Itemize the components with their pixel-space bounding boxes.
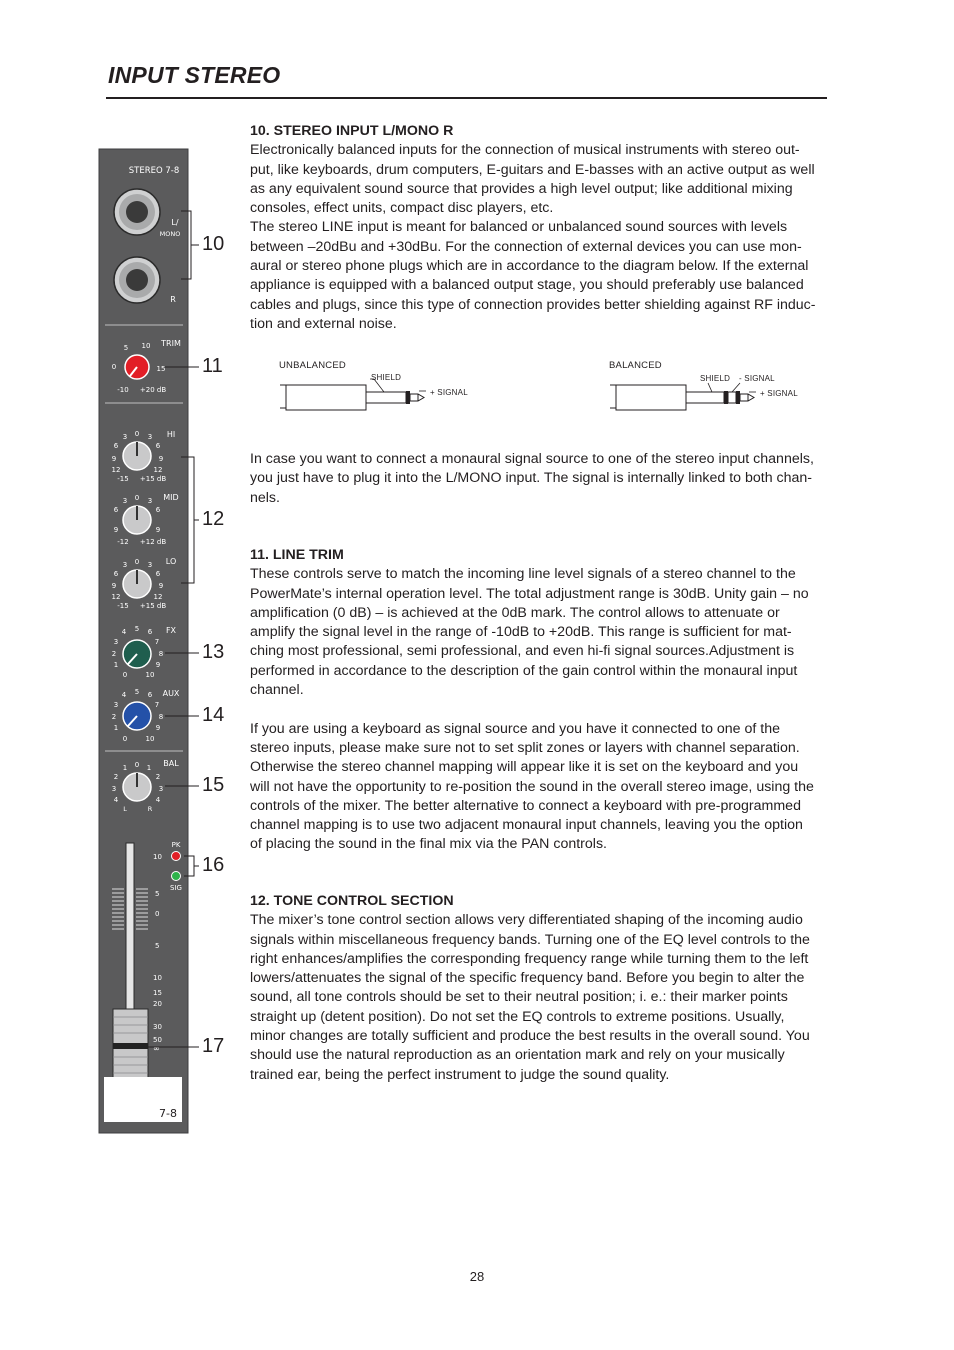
callout-13: 13: [202, 641, 225, 663]
callout-11: 11: [202, 355, 223, 377]
svg-text:3: 3: [147, 433, 153, 441]
svg-text:6: 6: [113, 506, 119, 514]
svg-text:0: 0: [122, 735, 128, 743]
svg-text:1: 1: [113, 724, 119, 732]
svg-text:3: 3: [122, 497, 128, 505]
pk-led: [172, 852, 181, 861]
section-10-paragraph-3: In case you want to connect a monaural signal source to one of the stereo input channels, you just have to plug it into the L/MONO input. The signal is internally linked to both chan- nels.: [250, 451, 814, 506]
svg-text:9: 9: [111, 455, 117, 463]
sig-led: [172, 872, 181, 881]
svg-text:+12 dB: +12 dB: [139, 538, 167, 546]
svg-text:L: L: [123, 805, 127, 813]
svg-text:8: 8: [158, 713, 164, 721]
balanced-title: BALANCED: [609, 360, 662, 371]
section-11: [250, 546, 830, 855]
balanced-shield-label: SHIELD: [700, 374, 731, 383]
section-11-paragraph-2: If you are using a keyboard as signal source and you have it connected to one of the stereo inputs, please make sure not to set split zones or layers with channel separation. Otherwise the stereo channel mapping will appear like it is set on the keyboard and you will not have the opportunity to re-position the sound in the overall stereo image, using the controls of the mixer. The better alternative to connect a keyboard with pre-programmed channel mapping is to use two adjacent monaural input channels, leaving you the option of placing the sound in the final mix via the PAN controls.: [250, 720, 814, 853]
section-12-heading: 12. TONE CONTROL SECTION: [250, 893, 454, 909]
svg-text:6: 6: [155, 570, 161, 578]
svg-text:5: 5: [134, 625, 140, 633]
section-11-heading: 11. LINE TRIM: [250, 547, 344, 563]
svg-text:2: 2: [113, 773, 119, 781]
strip-number: 7-8: [159, 1107, 177, 1120]
svg-text:1: 1: [113, 661, 119, 669]
svg-text:-15: -15: [117, 602, 129, 610]
lo-knob: [123, 570, 151, 598]
svg-text:6: 6: [155, 442, 161, 450]
mid-knob: [123, 506, 151, 534]
svg-text:5: 5: [155, 890, 160, 898]
callout-12: 12: [202, 508, 225, 530]
svg-text:3: 3: [113, 638, 119, 646]
section-10-mono-note: [250, 450, 830, 508]
r-jack: [114, 257, 160, 303]
svg-text:4: 4: [121, 691, 127, 699]
svg-text:+15 dB: +15 dB: [139, 602, 167, 610]
svg-text:9: 9: [155, 661, 161, 669]
mid-label: MID: [163, 493, 179, 502]
pk-label: PK: [171, 841, 181, 849]
svg-text:0: 0: [111, 363, 117, 371]
svg-text:15: 15: [156, 365, 166, 373]
bal-knob: [123, 773, 151, 801]
svg-text:0: 0: [134, 761, 140, 769]
svg-text:∞: ∞: [153, 1044, 160, 1053]
svg-text:12: 12: [111, 466, 121, 474]
svg-text:3: 3: [111, 785, 117, 793]
svg-text:9: 9: [158, 455, 164, 463]
callout-16: 16: [202, 854, 225, 876]
balanced-minus-signal-label: - SIGNAL: [739, 374, 775, 383]
svg-text:2: 2: [155, 773, 161, 781]
unbalanced-shield-label: SHIELD: [371, 373, 402, 382]
svg-text:0: 0: [155, 910, 160, 918]
section-10-paragraph-2: The stereo LINE input is meant for balanced or unbalanced sound sources with levels between –20dBu and +30dBu. For the connection of external devices you can use mon- aural or stereo phone plugs which are in accordance to the diagram below. If the external appliance is equipped with a balanced output stage, you should preferably use balanced cables and plugs, since this type of connection provides better shielding against RF induc- tion and external noise.: [250, 219, 816, 332]
svg-text:9: 9: [158, 582, 164, 590]
svg-text:7: 7: [154, 638, 160, 646]
svg-text:R: R: [147, 805, 153, 813]
svg-text:6: 6: [113, 570, 119, 578]
title-rule: [106, 97, 827, 99]
svg-text:5: 5: [155, 942, 160, 950]
section-12: [250, 892, 830, 1085]
svg-text:4: 4: [155, 796, 161, 804]
svg-text:3: 3: [113, 701, 119, 709]
svg-text:2: 2: [111, 713, 117, 721]
lo-label: LO: [165, 557, 177, 566]
svg-text:1: 1: [146, 764, 152, 772]
svg-text:5: 5: [134, 688, 140, 696]
fx-label: FX: [165, 626, 177, 635]
svg-text:10: 10: [141, 342, 151, 350]
callout-15: 15: [202, 774, 225, 796]
strip-channel-title: STEREO 7-8: [128, 166, 180, 176]
section-10-paragraph-1: Electronically balanced inputs for the connection of musical instruments with stereo out- put, like keyboards, drum computers, E-guitars and E-basses with an active output as well as any equivalent sound source that provides a high level output; like additional mixing consoles, effect units, compact disc players, etc.: [250, 142, 815, 217]
section-12-paragraph-1: The mixer’s tone control section allows very differentiated shaping of the incoming audio signals within miscellaneous frequency bands. Turning one of the EQ level controls to the right enhances/amplifies the corresponding frequency range while turning them to the left lowers/attenuates the signal of the specific frequency band. Before you begin to alter the sound, all tone controls should be set to their neutral position; i. e.: their marker points straight up (detent position). Do not set the EQ controls to extreme positions. Usually, minor changes are totally sufficient and produce the best results in the overall sound. You should use the natural reproduction as an orientation mark and rely on your musically trained ear, being the perfect instrument to judge the sound quality.: [250, 912, 810, 1083]
svg-text:6: 6: [147, 628, 153, 636]
balanced-signal-label: + SIGNAL: [760, 389, 798, 398]
hi-label: HI: [166, 430, 176, 439]
svg-text:4: 4: [113, 796, 119, 804]
svg-text:4: 4: [121, 628, 127, 636]
svg-text:10: 10: [153, 853, 162, 861]
lmono-label-2: MONO: [159, 230, 181, 238]
svg-text:9: 9: [111, 582, 117, 590]
lmono-label-1: L/: [171, 218, 179, 227]
unbalanced-title: UNBALANCED: [279, 360, 346, 371]
svg-text:6: 6: [113, 442, 119, 450]
callout-10: 10: [202, 233, 225, 255]
svg-text:3: 3: [122, 561, 128, 569]
svg-text:3: 3: [147, 561, 153, 569]
page-number: 28: [469, 1269, 485, 1284]
svg-text:20: 20: [153, 1000, 162, 1008]
hi-knob: [123, 442, 151, 470]
svg-text:0: 0: [122, 671, 128, 679]
svg-text:6: 6: [155, 506, 161, 514]
fader-cap: [113, 1009, 148, 1085]
trim-label: TRIM: [161, 339, 181, 348]
svg-text:9: 9: [113, 526, 119, 534]
fx-knob: [123, 640, 151, 668]
aux-knob: [123, 702, 151, 730]
svg-text:6: 6: [147, 691, 153, 699]
r-jack-label: R: [170, 295, 176, 304]
aux-label: AUX: [162, 689, 180, 698]
section-10: [250, 122, 830, 334]
svg-text:5: 5: [123, 344, 129, 352]
unbalanced-plug-diagram: [278, 355, 488, 415]
section-10-heading: 10. STEREO INPUT L/MONO R: [250, 123, 454, 139]
unbalanced-signal-label: + SIGNAL: [430, 388, 468, 397]
page-title: INPUT STEREO: [108, 62, 281, 88]
balanced-plug-diagram: [608, 355, 818, 415]
svg-text:50: 50: [153, 1036, 162, 1044]
svg-text:-15: -15: [117, 475, 129, 483]
svg-text:10: 10: [145, 671, 155, 679]
svg-text:7: 7: [154, 701, 160, 709]
svg-text:3: 3: [147, 497, 153, 505]
svg-text:0: 0: [134, 494, 140, 502]
svg-text:15: 15: [153, 989, 162, 997]
callout-14: 14: [202, 704, 225, 726]
svg-text:8: 8: [158, 650, 164, 658]
svg-text:0: 0: [134, 430, 140, 438]
lmono-jack: [114, 189, 160, 235]
bal-label: BAL: [163, 759, 179, 768]
svg-text:3: 3: [158, 785, 164, 793]
svg-text:-12: -12: [117, 538, 129, 546]
section-11-paragraph-1: These controls serve to match the incoming line level signals of a stereo channel to the PowerMate’s internal operation level. The total adjustment range is 30dB. Unity gain – no amplification (0 dB) – is achieved at the 0dB mark. The control allows to attenuate or amplify the signal level in the range of -10dB to +20dB. This range is sufficient for mat- ching most professional, semi professional, and even hi-fi signal sources.Adjustment is performed in accordance to the description of the gain control within the monaural input channel.: [250, 566, 809, 699]
svg-text:+20 dB: +20 dB: [139, 386, 167, 394]
svg-text:10: 10: [153, 974, 162, 982]
svg-text:3: 3: [122, 433, 128, 441]
svg-text:10: 10: [145, 735, 155, 743]
svg-text:30: 30: [153, 1023, 162, 1031]
svg-text:-10: -10: [117, 386, 129, 394]
svg-text:1: 1: [122, 764, 128, 772]
callout-17: 17: [202, 1035, 225, 1057]
svg-text:12: 12: [153, 466, 163, 474]
sig-label: SIG: [170, 884, 182, 892]
svg-text:+15 dB: +15 dB: [139, 475, 167, 483]
svg-text:0: 0: [134, 558, 140, 566]
svg-text:2: 2: [111, 650, 117, 658]
svg-text:9: 9: [155, 724, 161, 732]
svg-text:12: 12: [153, 593, 163, 601]
svg-text:12: 12: [111, 593, 121, 601]
svg-text:9: 9: [155, 526, 161, 534]
